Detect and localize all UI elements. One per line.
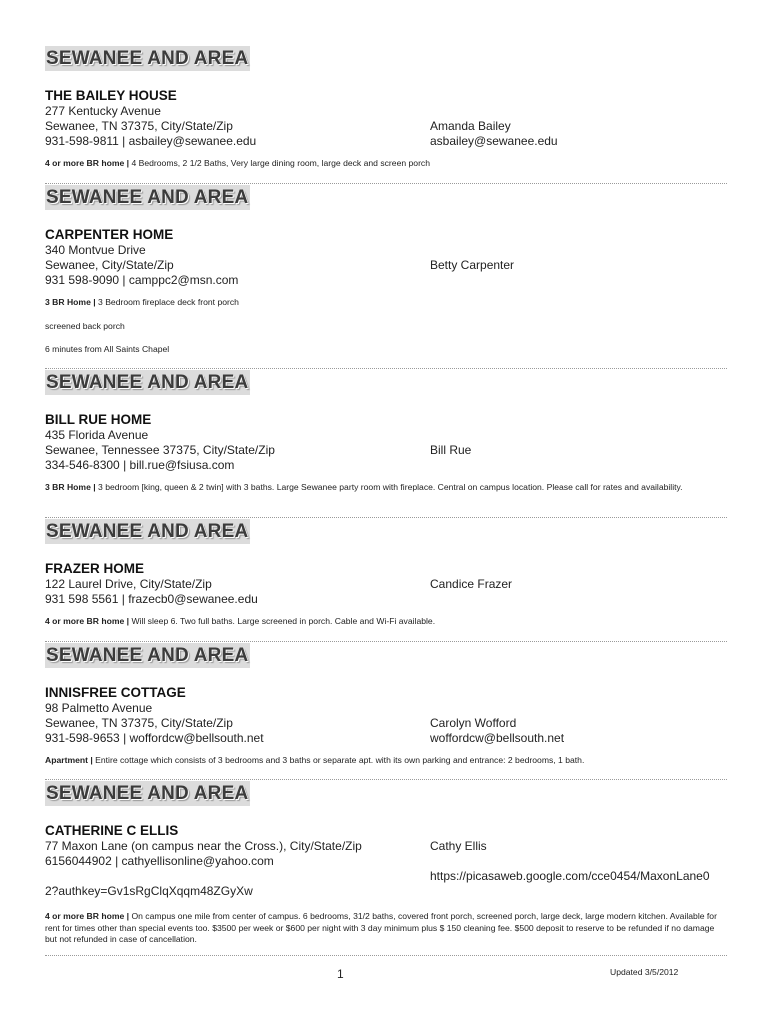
- listing-description: [45, 616, 727, 628]
- listing-type: 3 BR Home |: [45, 482, 96, 492]
- contact-row: [45, 731, 727, 746]
- owner-email: woffordcw@bellsouth.net: [430, 731, 565, 745]
- address-line-1: 435 Florida Avenue: [45, 428, 149, 442]
- url-row: [45, 884, 727, 899]
- divider: [45, 368, 727, 369]
- address-line-1: 77 Maxon Lane (on campus near the Cross.), City/State/Zip: [45, 839, 362, 853]
- description-text: Entire cottage which consists of 3 bedrooms and 3 baths or separate apt. with its own parking and entrance: 2 bedrooms, 1 bath.: [92, 755, 585, 765]
- address-line-2: Sewanee, City/State/Zip: [45, 258, 174, 272]
- section-heading: SEWANEE AND AREA: [46, 372, 249, 393]
- divider: [45, 641, 727, 642]
- photo-album-url-continued[interactable]: 2?authkey=Gv1sRgClqXqqm48ZGyXw: [45, 884, 253, 898]
- address-line-2: Sewanee, Tennessee 37375, City/State/Zip: [45, 443, 275, 457]
- contact-line: 931-598-9653 | woffordcw@bellsouth.net: [45, 731, 264, 745]
- address-line-1: 98 Palmetto Avenue: [45, 701, 153, 715]
- description-extra: 6 minutes from All Saints Chapel: [45, 343, 170, 354]
- section-heading: SEWANEE AND AREA: [46, 187, 249, 208]
- listing-description: [45, 158, 727, 170]
- listing-name: INNISFREE COTTAGE: [45, 685, 186, 700]
- listing-carpenter-home: [45, 185, 727, 355]
- url-row: [45, 869, 727, 884]
- contact-line: 931 598 5561 | frazecb0@sewanee.edu: [45, 592, 258, 606]
- description-text: 4 Bedrooms, 2 1/2 Baths, Very large dining room, large deck and screen porch: [129, 158, 431, 168]
- divider: [45, 183, 727, 184]
- listing-name: FRAZER HOME: [45, 561, 144, 576]
- listing-description: [45, 297, 727, 309]
- listing-bill-rue-home: [45, 370, 727, 494]
- divider: [45, 779, 727, 780]
- address-line-1: 277 Kentucky Avenue: [45, 104, 161, 118]
- contact-row: [45, 273, 727, 288]
- listing-type: Apartment |: [45, 755, 93, 765]
- description-text: Will sleep 6. Two full baths. Large screened in porch. Cable and Wi-Fi available.: [129, 616, 436, 626]
- owner-name: Betty Carpenter: [430, 258, 515, 272]
- photo-album-url[interactable]: https://picasaweb.google.com/cce0454/MaxonLane0: [430, 869, 710, 883]
- address-row: [45, 104, 727, 119]
- address-row: [45, 701, 727, 716]
- section-heading: SEWANEE AND AREA: [46, 645, 249, 666]
- listing-name: CARPENTER HOME: [45, 227, 174, 242]
- listing-frazer-home: [45, 519, 727, 628]
- address-line-1: 122 Laurel Drive, City/State/Zip: [45, 577, 212, 591]
- description-extra: screened back porch: [45, 320, 125, 331]
- address-row: [45, 243, 727, 258]
- listing-name: THE BAILEY HOUSE: [45, 88, 177, 103]
- description-text: 3 bedroom [king, queen & 2 twin] with 3 baths. Large Sewanee party room with fireplace. Central on campus location. Please call for rates and availability.: [95, 482, 683, 492]
- divider: [45, 955, 727, 956]
- owner-name: Cathy Ellis: [430, 839, 487, 853]
- contact-row: [45, 134, 727, 149]
- contact-row: [45, 854, 727, 869]
- divider: [45, 517, 727, 518]
- owner-name: Bill Rue: [430, 443, 472, 457]
- listing-type: 3 BR Home |: [45, 297, 96, 307]
- description-text: 3 Bedroom fireplace deck front porch: [95, 297, 239, 307]
- listing-name: CATHERINE C ELLIS: [45, 823, 179, 838]
- address-line-2: Sewanee, TN 37375, City/State/Zip: [45, 119, 233, 133]
- contact-row: [45, 592, 727, 607]
- address-line-2: Sewanee, TN 37375, City/State/Zip: [45, 716, 233, 730]
- updated-date: Updated 3/5/2012: [610, 967, 679, 977]
- description-text: On campus one mile from center of campus. 6 bedrooms, 31/2 baths, covered front porch, screened porch, large deck, large modern kitchen. Available for rent for times other than special events too. $3500 per week or $600 per night with 3 day minimum plus $ 150 cleaning fee. $500 deposit to reserve to be refunded if no damage but not refunded in case of cancellation.: [45, 911, 717, 944]
- contact-line: 334-546-8300 | bill.rue@fsiusa.com: [45, 458, 235, 472]
- listing-description: [45, 482, 727, 494]
- address-row: [45, 443, 727, 458]
- listing-type: 4 or more BR home |: [45, 911, 130, 921]
- listing-name: BILL RUE HOME: [45, 412, 152, 427]
- owner-email: asbailey@sewanee.edu: [430, 134, 558, 148]
- listing-description: [45, 755, 727, 767]
- listing-type: 4 or more BR home |: [45, 616, 130, 626]
- address-row: [45, 258, 727, 273]
- section-heading: SEWANEE AND AREA: [46, 521, 249, 542]
- contact-line: 6156044902 | cathyellisonline@yahoo.com: [45, 854, 274, 868]
- listing-type: 4 or more BR home |: [45, 158, 130, 168]
- owner-name: Amanda Bailey: [430, 119, 511, 133]
- listing-catherine-ellis: [45, 781, 727, 946]
- listing-description: [45, 911, 727, 946]
- listing-bailey-house: [45, 46, 727, 170]
- address-row: [45, 839, 727, 854]
- contact-line: 931 598-9090 | camppc2@msn.com: [45, 273, 239, 287]
- contact-row: [45, 458, 727, 473]
- listing-innisfree-cottage: [45, 643, 727, 767]
- page-number: 1: [337, 967, 344, 981]
- section-heading: SEWANEE AND AREA: [46, 48, 249, 69]
- address-row: [45, 716, 727, 731]
- address-line-1: 340 Montvue Drive: [45, 243, 146, 257]
- address-row: [45, 119, 727, 134]
- owner-name: Candice Frazer: [430, 577, 513, 591]
- address-row: [45, 577, 727, 592]
- contact-line: 931-598-9811 | asbailey@sewanee.edu: [45, 134, 257, 148]
- address-row: [45, 428, 727, 443]
- section-heading: SEWANEE AND AREA: [46, 783, 249, 804]
- owner-name: Carolyn Wofford: [430, 716, 517, 730]
